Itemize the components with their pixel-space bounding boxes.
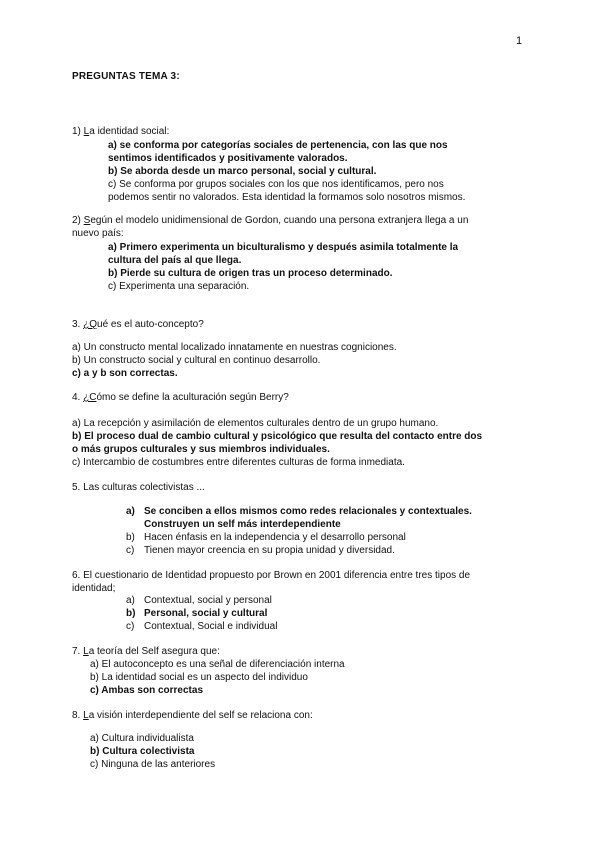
q8-option-c: c) Ninguna de las anteriores xyxy=(90,759,216,770)
q8-option-a: a) Cultura individualista xyxy=(90,733,194,744)
q2-option-b: b) Pierde su cultura de origen tras un proceso determinado. xyxy=(108,268,393,279)
q1-option-b: b) Se aborda desde un marco personal, social y cultural. xyxy=(108,166,377,177)
q7-option-a: a) El autoconcepto es una señal de diferenciación interna xyxy=(90,659,345,670)
q7-option-b: b) La identidad social es un aspecto del individuo xyxy=(90,672,308,683)
question-8: 8. La visión interdependiente del self se relaciona con: xyxy=(72,710,313,721)
page-title: PREGUNTAS TEMA 3: xyxy=(72,71,180,82)
q8-option-b: b) Cultura colectivista xyxy=(90,746,195,757)
question-7: 7. La teoría del Self asegura que: xyxy=(72,646,220,657)
question-4: 4. ¿Cómo se define la aculturación según Berry? xyxy=(72,392,289,403)
q5-option-a-cont: Construyen un self más interdependiente xyxy=(144,519,341,530)
question-5: 5. Las culturas colectivistas ... xyxy=(72,482,205,493)
question-2: 2) Según el modelo unidimensional de Gordon, cuando una persona extranjera llega a un xyxy=(72,215,469,226)
q6-option-c: c) Contextual, Social e individual xyxy=(126,621,278,632)
q4-option-c: c) Intercambio de costumbres entre diferentes culturas de forma inmediata. xyxy=(72,457,405,468)
page-number: 1 xyxy=(516,35,523,47)
q6-option-b: b) Personal, social y cultural xyxy=(126,608,268,619)
q2-option-a: a) Primero experimenta un biculturalismo y después asimila totalmente la xyxy=(108,242,459,253)
question-1: 1) La identidad social: xyxy=(72,126,170,137)
q4-option-a: a) La recepción y asimilación de elementos culturales dentro de un grupo humano. xyxy=(72,418,439,429)
q3-option-b: b) Un constructo social y cultural en continuo desarrollo. xyxy=(72,355,321,366)
q2-option-c: c) Experimenta una separación. xyxy=(108,281,250,292)
q5-option-c: c) Tienen mayor creencia en su propia unidad y diversidad. xyxy=(126,545,395,556)
q1-option-a-cont: sentimos identificados y positivamente valorados. xyxy=(108,153,348,164)
q7-option-c: c) Ambas son correctas xyxy=(90,685,204,696)
q3-option-a: a) Un constructo mental localizado innatamente en nuestras cogniciones. xyxy=(72,342,397,353)
q4-option-b: b) El proceso dual de cambio cultural y psicológico que resulta del contacto entre dos xyxy=(72,431,483,442)
question-3: 3. ¿Qué es el auto-concepto? xyxy=(72,319,204,330)
q1-option-a: a) se conforma por categorías sociales de pertenencia, con las que nos xyxy=(108,140,448,151)
q1-option-c: c) Se conforma por grupos sociales con los que nos identificamos, pero nos xyxy=(108,179,444,190)
q6-option-a: a) Contextual, social y personal xyxy=(126,595,272,606)
question-6-cont: identidad; xyxy=(72,583,116,594)
q1-option-c-cont: podemos sentir no valorados. Esta identidad la formamos solo nosotros mismos. xyxy=(108,192,466,203)
question-6: 6. El cuestionario de Identidad propuesto por Brown en 2001 diferencia entre tres tipos de xyxy=(72,570,471,581)
q4-option-b-cont: o más grupos culturales y sus miembros individuales. xyxy=(72,444,330,455)
q2-option-a-cont: cultura del país al que llega. xyxy=(108,255,242,266)
q5-option-b: b) Hacen énfasis en la independencia y el desarrollo personal xyxy=(126,532,406,543)
q5-option-a: a) Se conciben a ellos mismos como redes relacionales y contextuales. xyxy=(126,506,472,517)
question-2-cont: nuevo país: xyxy=(72,228,124,239)
q3-option-c: c) a y b son correctas. xyxy=(72,368,178,379)
